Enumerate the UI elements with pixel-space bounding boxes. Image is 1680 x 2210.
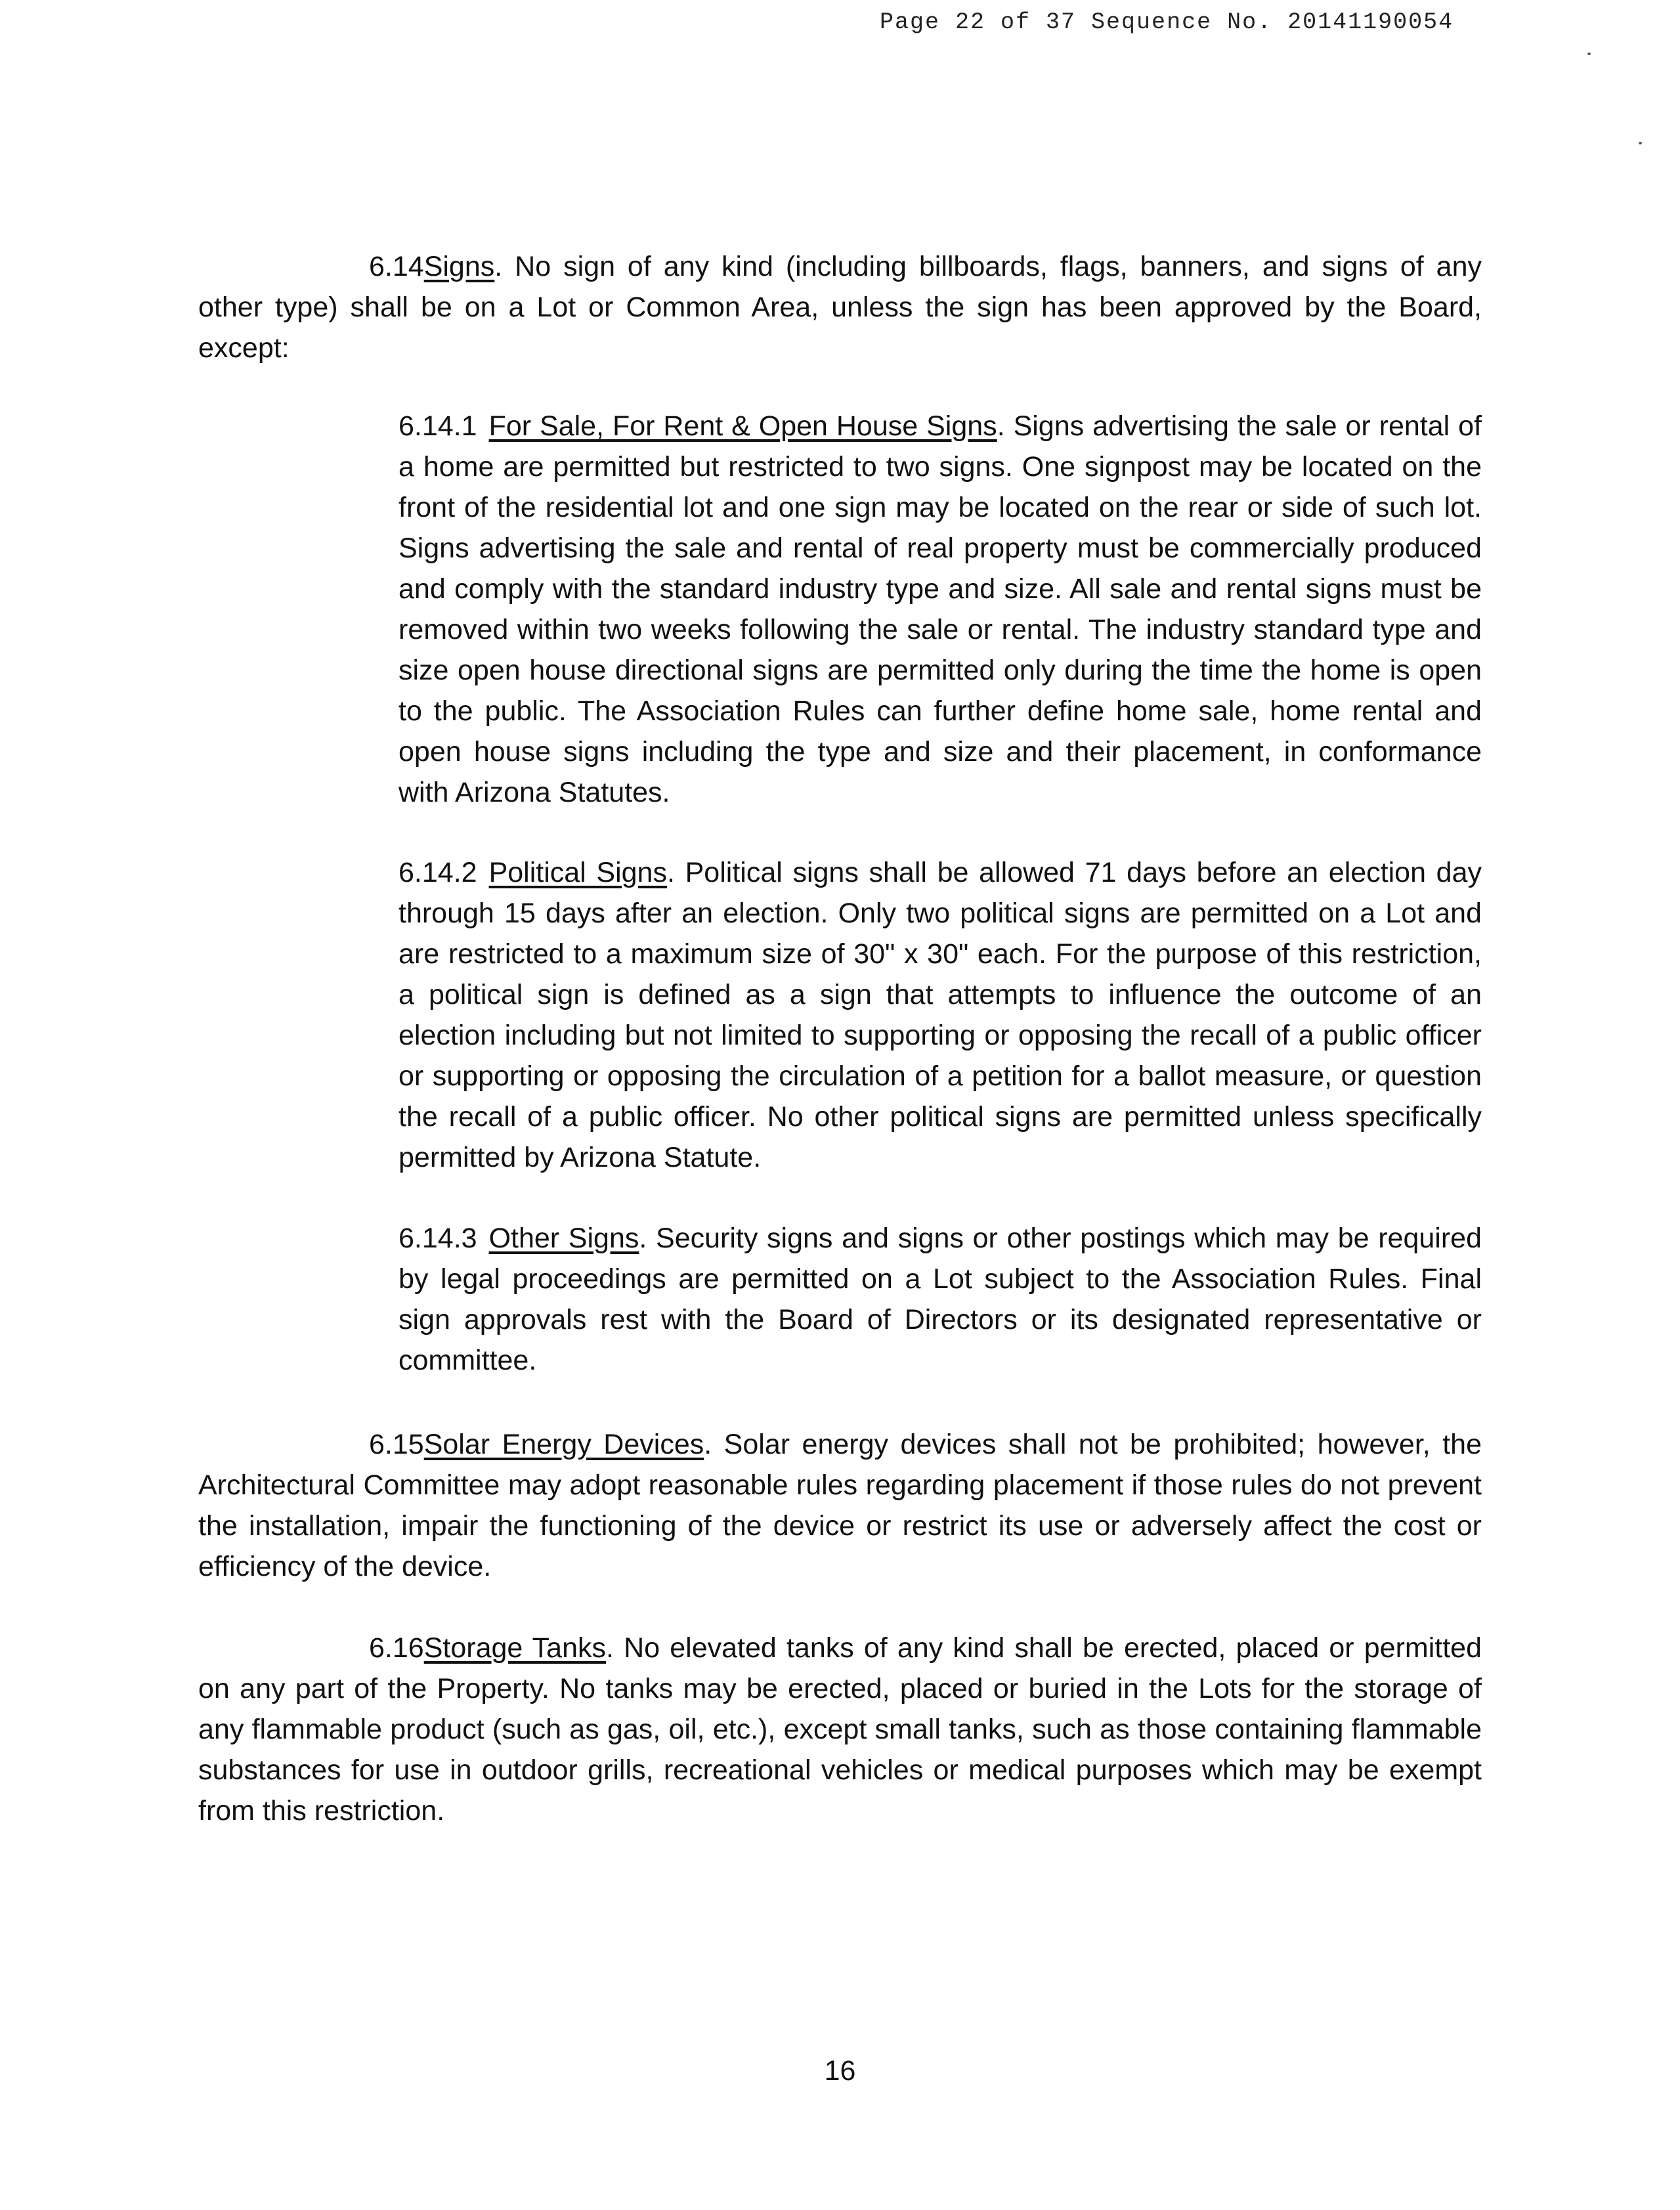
section-number: 6.16 xyxy=(369,1632,424,1664)
section-6-15 xyxy=(198,1424,1482,1587)
page-header: Page 22 of 37 Sequence No. 20141190054 xyxy=(880,9,1454,35)
section-6-14 xyxy=(198,246,1482,368)
section-6-16 xyxy=(198,1628,1482,1831)
section-body: . Solar energy devices shall not be prohibited; however, the Architectural Committee may adopt reasonable rules regarding placement if those rules do not prevent the installation, impair the functioning of the device or restrict its use or adversely affect the cost or efficiency of the device. xyxy=(198,1429,1482,1582)
section-body: . Security signs and signs or other postings which may be required by legal proceedings are permitted on a Lot subject to the Association Rules. Final sign approvals rest with the Board of Directors or its designated representative or committee. xyxy=(398,1223,1482,1376)
section-number: 6.14.2 xyxy=(398,857,477,888)
section-heading: Solar Energy Devices xyxy=(423,1429,704,1460)
section-heading: Political Signs xyxy=(488,857,667,888)
section-number: 6.14.1 xyxy=(398,410,477,442)
section-heading: For Sale, For Rent & Open House Signs xyxy=(488,410,997,442)
section-number: 6.14 xyxy=(369,251,424,282)
scan-speck xyxy=(1639,142,1642,144)
section-number: 6.14.3 xyxy=(398,1223,477,1254)
section-heading: Signs xyxy=(423,251,495,282)
section-number: 6.15 xyxy=(369,1429,424,1460)
section-heading: Other Signs xyxy=(488,1223,639,1254)
section-body: . No sign of any kind (including billboards, flags, banners, and signs of any other type) shall be on a Lot or Common Area, unless the sign has been approved by the Board, except: xyxy=(198,251,1482,364)
section-body: . Signs advertising the sale or rental of a home are permitted but restricted to two signs. One signpost may be located on the front of the residential lot and one sign may be located on the rear or side of such lot. Signs advertising the sale and rental of real property must be commercially produced and comply with the standard industry type and size. All sale and rental signs must be removed within two weeks following the sale or rental. The industry standard type and size open house directional signs are permitted only during the time the home is open to the public. The Association Rules can further define home sale, home rental and open house signs including the type and size and their placement, in conformance with Arizona Statutes. xyxy=(398,410,1482,808)
section-6-14-3 xyxy=(398,1218,1482,1381)
section-6-14-2 xyxy=(398,852,1482,1178)
page-number: 16 xyxy=(824,2055,856,2087)
section-heading: Storage Tanks xyxy=(423,1632,607,1664)
section-body: . No elevated tanks of any kind shall be erected, placed or permitted on any part of the Property. No tanks may be erected, placed or buried in the Lots for the storage of any flammable product (such as gas, oil, etc.), except small tanks, such as those containing flammable substances for use in outdoor grills, recreational vehicles or medical purposes which may be exempt from this restriction. xyxy=(198,1632,1482,1827)
scan-speck xyxy=(1587,53,1591,55)
section-body: . Political signs shall be allowed 71 days before an election day through 15 days after an election. Only two political signs are permitted on a Lot and are restricted to a maximum size of 30" x 30" each. For the purpose of this restriction, a political sign is defined as a sign that attempts to influence the outcome of an election including but not limited to supporting or opposing the recall of a public officer or supporting or opposing the circulation of a petition for a ballot measure, or question the recall of a public officer. No other political signs are permitted unless specifically permitted by Arizona Statute. xyxy=(398,857,1482,1173)
section-6-14-1 xyxy=(398,406,1482,813)
